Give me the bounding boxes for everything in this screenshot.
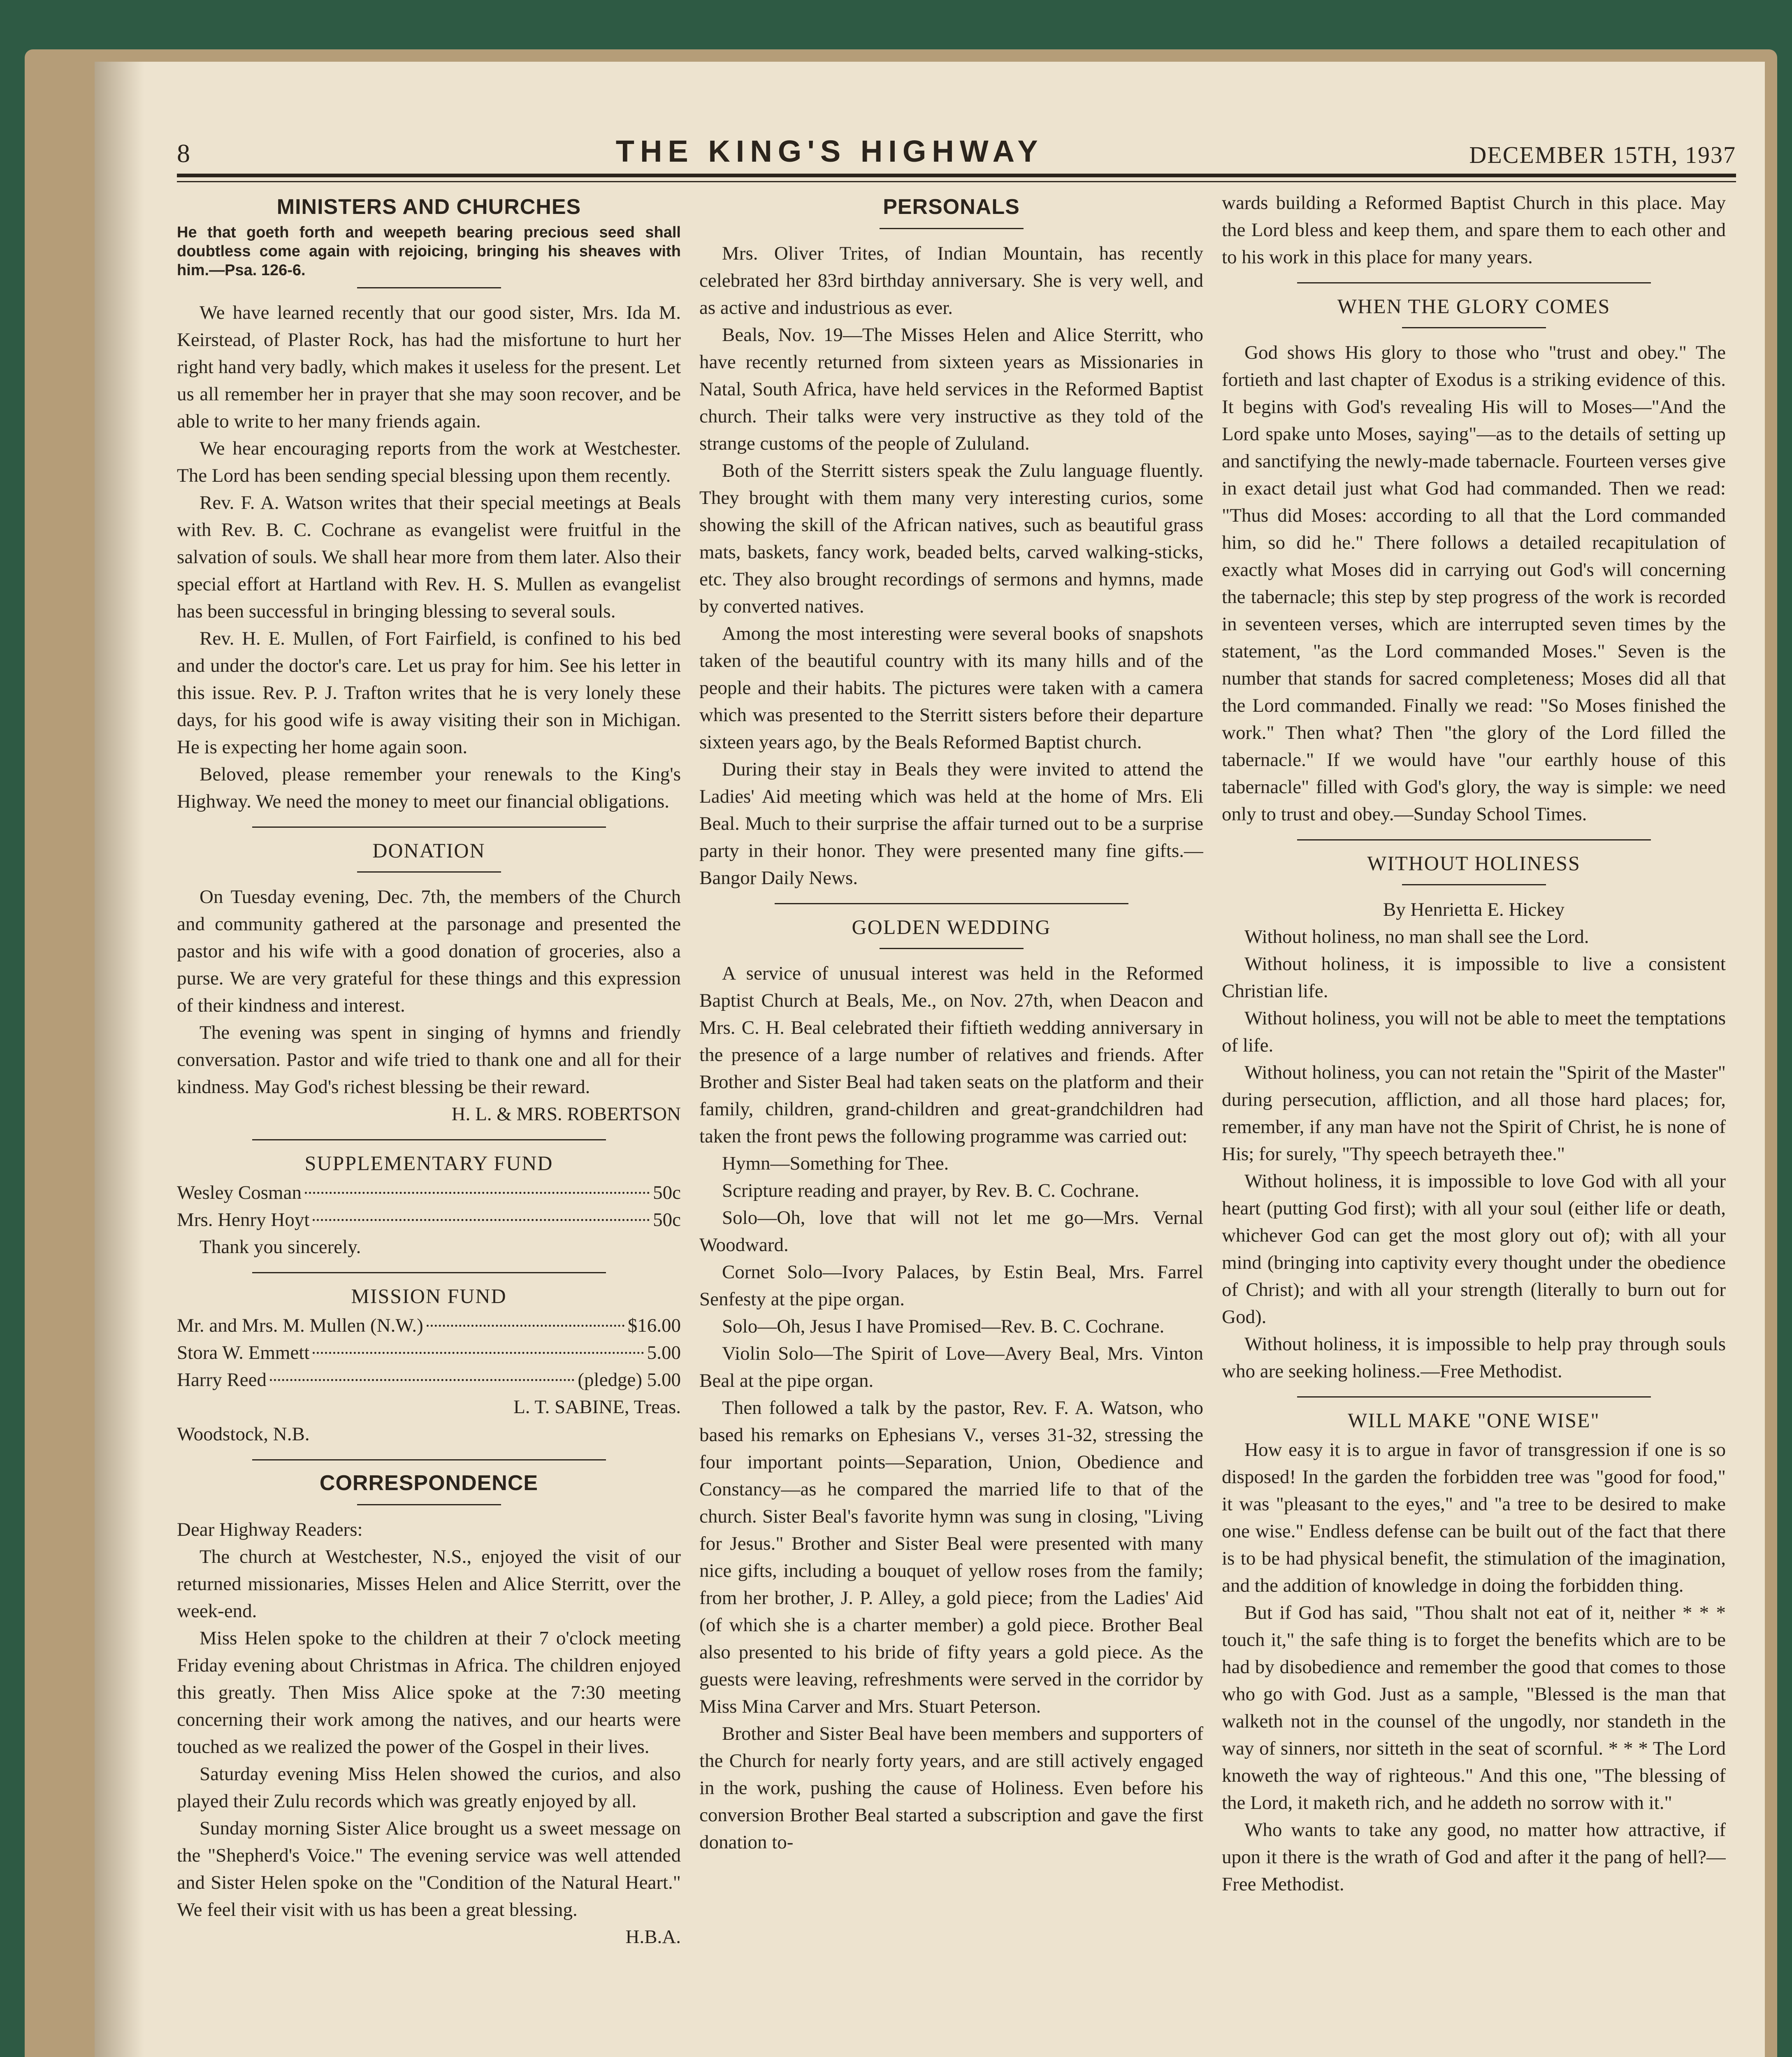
paragraph: The church at Westchester, N.S., enjoyed the visit of our returned missionaries, Misses Helen and Alice Sterritt, over the week-end. xyxy=(177,1546,681,1622)
ministers-heading: MINISTERS AND CHURCHES xyxy=(276,195,581,219)
spine-shadow xyxy=(95,62,144,2057)
holiness-heading: WITHOUT HOLINESS xyxy=(1367,852,1581,875)
fund-donor: Mr. and Mrs. M. Mullen (N.W.) xyxy=(177,1315,423,1336)
paragraph: Without holiness, it is impossible to help pray through souls who are seeking holiness.—Free Methodist. xyxy=(1222,1333,1726,1382)
separator xyxy=(880,228,1024,229)
paragraph: Among the most interesting were several books of snapshots taken of the beautiful country with its many hills and of the people and their habits. The pictures were taken with a camera which was presented to the Sterritt sisters before their departure sixteen years ago, by the Beals Reformed Baptist church. xyxy=(699,623,1203,753)
fund-donor: Mrs. Henry Hoyt xyxy=(177,1209,310,1230)
publication-title: THE KING'S HIGHWAY xyxy=(615,134,1044,168)
paragraph: On Tuesday evening, Dec. 7th, the members of the Church and community gathered at the parsonage and presented the pastor and his wife with a good donation of groceries, also a purse. We are very grateful for these things and this expression of their kindness and interest. xyxy=(177,886,681,1016)
mission-heading: MISSION FUND xyxy=(351,1284,507,1307)
separator xyxy=(1297,1396,1651,1398)
paragraph: How easy it is to argue in favor of transgression if one is so disposed! In the garden the forbidden tree was "good for food," it was "pleasant to the eyes," and "a tree to be desired to make one wise." Endless defense can be built out of the fact that there is to be had physical benefit, the stimulation of the imagination, and the addition of knowledge in doing the forbidden thing. xyxy=(1222,1439,1726,1596)
paragraph: Without holiness, it is impossible to live a consistent Christian life. xyxy=(1222,953,1726,1002)
paragraph: God shows His glory to those who "trust and obey." The fortieth and last chapter of Exodus is a striking evidence of this. It begins with God's revealing His will to Moses—"And the Lord spake unto Moses, saying"—as to the details of setting up and sanctifying the newly-made tabernacle. Fourteen verses give in exact detail just what God had commanded. Then we read: "Thus did Moses: according to all that the Lord commanded him, so did he." There follows a detailed recapitulation of exactly what Moses did in carrying out God's will concerning the tabernacle; this step by step progress of the work is recorded in seventeen verses, which are interrupted seven times by the statement, "as the Lord commanded Moses." Seven is the number that stands for sacred completeness; Moses did all that the Lord commanded. Finally we read: "So Moses finished the work." Then what? Then "the glory of the Lord filled the tabernacle." If we would have "our earthly house of this tabernacle" filled with God's glory, the way is simple: we need only to trust and obey.—Sunday School Times. xyxy=(1222,342,1726,825)
paragraph: Mrs. Oliver Trites, of Indian Mountain, has recently celebrated her 83rd birthday anniversary. She is very well, and as active and industrious as ever. xyxy=(699,243,1203,318)
correspondence-salutation: Dear Highway Readers: xyxy=(177,1519,363,1540)
newspaper-page xyxy=(95,62,1765,2057)
page-header xyxy=(177,123,1736,169)
paragraph: Beals, Nov. 19—The Misses Helen and Alice Sterritt, who have recently returned from sixteen years as Missionaries in Natal, South Africa, have held services in the Reformed Baptist church. Their talks were very instructive as they told of the strange customs of the people of Zululand. xyxy=(699,324,1203,454)
mission-treasurer: L. T. SABINE, Treas. xyxy=(513,1396,681,1418)
dot-leader xyxy=(427,1325,624,1327)
golden-wedding-continued: wards building a Reformed Baptist Church in this place. May the Lord bless and keep them, and spare them to each other and to his work in this place for many years. xyxy=(1222,192,1726,268)
holiness-byline: By Henrietta E. Hickey xyxy=(1383,899,1565,920)
separator xyxy=(1402,884,1546,885)
paragraph: Without holiness, it is impossible to love God with all your heart (putting God first); with all your soul (either life or death, whichever God can get the most glory out of); with all your mind (bringing into captivity every thought under the obedience of Christ); and with all your strength (literally to burn out for God). xyxy=(1222,1170,1726,1328)
personals-heading: PERSONALS xyxy=(883,195,1020,219)
page-number: 8 xyxy=(177,139,190,168)
separator xyxy=(357,871,501,873)
programme-item: Hymn—Something for Thee. xyxy=(722,1153,949,1174)
separator xyxy=(252,1459,606,1460)
separator xyxy=(880,948,1024,949)
programme-item: Violin Solo—The Spirit of Love—Avery Beal, Mrs. Vinton Beal at the pipe organ. xyxy=(699,1343,1203,1391)
paragraph: Saturday evening Miss Helen showed the curios, and also played their Zulu records which was greatly enjoyed by all. xyxy=(177,1763,681,1812)
paragraph: Without holiness, no man shall see the Lord. xyxy=(1244,926,1589,947)
issue-date: DECEMBER 15TH, 1937 xyxy=(1469,142,1736,168)
dot-leader xyxy=(313,1219,650,1221)
paragraph: During their stay in Beals they were invited to attend the Ladies' Aid meeting which was held at the home of Mrs. Eli Beal. Much to their surprise the affair turned out to be a surprise party in their honor. They were presented many fine gifts.—Bangor Daily News. xyxy=(699,759,1203,889)
programme-item: Solo—Oh, love that will not let me go—Mrs. Vernal Woodward. xyxy=(699,1207,1203,1256)
wise-heading: WILL MAKE "ONE WISE" xyxy=(1348,1409,1600,1432)
paragraph: We have learned recently that our good sister, Mrs. Ida M. Keirstead, of Plaster Rock, has had the misfortune to hurt her right hand very badly, which makes it useless for the present. Let us all remember her in prayer that she may soon recover, and be able to write to her many friends again. xyxy=(177,302,681,432)
paragraph: Without holiness, you can not retain the "Spirit of the Master" during persecution, affliction, and all those hard places; for, remember, if any man have not the Spirit of Christ, he is none of His; for surely, "Thy speech betrayeth thee." xyxy=(1222,1062,1726,1165)
paragraph: The evening was spent in singing of hymns and friendly conversation. Pastor and wife tried to thank one and all for their kindness. May God's richest blessing be their reward. xyxy=(177,1022,681,1098)
programme-item: Cornet Solo—Ivory Palaces, by Estin Beal, Mrs. Farrel Senfesty at the pipe organ. xyxy=(699,1261,1203,1310)
fund-amount: 50c xyxy=(653,1209,681,1230)
dot-leader xyxy=(305,1192,650,1194)
correspondence-heading: CORRESPONDENCE xyxy=(319,1471,539,1495)
paragraph: Brother and Sister Beal have been members and supporters of the Church for nearly forty years, and are still actively engaged in the work, pushing the cause of Holiness. Even before his conversion Brother Beal started a subscription and gave the first donation to- xyxy=(699,1723,1203,1853)
header-rule-thick xyxy=(177,174,1736,177)
fund-line xyxy=(177,1206,681,1233)
ministers-body xyxy=(177,299,681,815)
separator xyxy=(1297,282,1651,283)
separator xyxy=(357,287,501,288)
fund-line xyxy=(177,1366,681,1393)
column-2 xyxy=(699,189,1203,2057)
dot-leader xyxy=(270,1379,574,1381)
paragraph: Rev. F. A. Watson writes that their special meetings at Beals with Rev. B. C. Cochrane as evangelist were fruitful in the salvation of souls. We shall hear more from them later. Also their special effort at Hartland with Rev. H. S. Mullen as evangelist has been successful in bringing blessing to several souls. xyxy=(177,492,681,622)
fund-amount: (pledge) 5.00 xyxy=(578,1369,681,1391)
fund-line xyxy=(177,1179,681,1206)
paragraph: We hear encouraging reports from the work at Westchester. The Lord has been sending special blessing upon them recently. xyxy=(177,438,681,486)
programme-item: Scripture reading and prayer, by Rev. B. C. Cochrane. xyxy=(722,1180,1140,1201)
fund-line xyxy=(177,1339,681,1366)
glory-heading: WHEN THE GLORY COMES xyxy=(1337,295,1611,318)
paragraph: Both of the Sterritt sisters speak the Zulu language fluently. They brought with them many very interesting curios, some showing the skill of the African natives, such as beautiful grass mats, baskets, fancy work, beaded belts, carved walking-sticks, etc. They also brought recordings of sermons and hymns, made by converted natives. xyxy=(699,460,1203,617)
separator xyxy=(1297,839,1651,840)
correspondence-signature: H.B.A. xyxy=(625,1926,681,1948)
column-1 xyxy=(177,189,681,2057)
ministers-motto: He that goeth forth and weepeth bearing precious seed shall doubtless come again with rejoicing, bringing his sheaves with him.—Psa. 126-6. xyxy=(177,224,681,279)
fund-amount: $16.00 xyxy=(627,1315,681,1336)
supplementary-thanks: Thank you sincerely. xyxy=(200,1236,361,1258)
fund-donor: Harry Reed xyxy=(177,1369,267,1391)
paragraph: Then followed a talk by the pastor, Rev. F. A. Watson, who based his remarks on Ephesians V., verses 31-32, stressing the four important points—Separation, Union, Obedience and Constancy—as he compared the married life to that of the church. Sister Beal's favorite hymn was sung in closing, "Living for Jesus." Brother and Sister Beal were presented with many nice gifts, including a bouquet of yellow roses from the family; from her brother, J. P. Alley, a gold piece; from the Ladies' Aid (of which she is a charter member) a gold piece. Brother Beal also presented to his bride of fifty years a gold piece. As the guests were leaving, refreshments were served in the corridor by Miss Mina Carver and Mrs. Stuart Peterson. xyxy=(699,1397,1203,1717)
column-3 xyxy=(1222,189,1726,2057)
fund-donor: Wesley Cosman xyxy=(177,1182,302,1203)
separator xyxy=(252,827,606,828)
paragraph: Who wants to take any good, no matter how attractive, if upon it there is the wrath of God and after it the pang of hell?—Free Methodist. xyxy=(1222,1819,1726,1895)
paragraph: Beloved, please remember your renewals to the King's Highway. We need the money to meet our financial obligations. xyxy=(177,764,681,812)
separator xyxy=(357,1504,501,1505)
header-rule-thin xyxy=(177,181,1736,182)
programme-item: Solo—Oh, Jesus I have Promised—Rev. B. C. Cochrane. xyxy=(722,1316,1165,1337)
separator xyxy=(252,1272,606,1273)
fund-line xyxy=(177,1312,681,1339)
paragraph: But if God has said, "Thou shalt not eat of it, neither * * * touch it," the safe thing is to forget the benefits which are to be had by disobedience and remember the good that comes to those who go with God. Just as a sample, "Blessed is the man that walketh not in the counsel of the ungodly, nor standeth in the way of sinners, nor sitteth in the seat of scornful. * * * The Lord knoweth the way of righteous." And this one, "The blessing of the Lord, it maketh rich, and he addeth no sorrow with it." xyxy=(1222,1602,1726,1813)
fund-amount: 5.00 xyxy=(647,1342,681,1363)
fund-amount: 50c xyxy=(653,1182,681,1203)
separator xyxy=(775,903,1128,904)
supplementary-heading: SUPPLEMENTARY FUND xyxy=(304,1152,553,1175)
donation-heading: DONATION xyxy=(372,839,485,862)
separator xyxy=(1402,327,1546,328)
paragraph: Miss Helen spoke to the children at their 7 o'clock meeting Friday evening about Christmas in Africa. The children enjoyed this greatly. Then Miss Alice spoke at the 7:30 meeting concerning their work among the natives, and our hearts were touched as we realized the power of the Gospel in their lives. xyxy=(177,1627,681,1758)
paragraph: A service of unusual interest was held in the Reformed Baptist Church at Beals, Me., on Nov. 27th, when Deacon and Mrs. C. H. Beal celebrated their fiftieth wedding anniversary in the presence of a large number of relatives and friends. After Brother and Sister Beal had taken seats on the platform and their family, children, grand-children and great-grandchildren had taken the front pews the following programme was carried out: xyxy=(699,963,1203,1147)
paragraph: Rev. H. E. Mullen, of Fort Fairfield, is confined to his bed and under the doctor's care. Let us pray for him. See his letter in this issue. Rev. P. J. Trafton writes that he is very lonely these days, for his good wife is away visiting their son in Michigan. He is expecting her home again soon. xyxy=(177,628,681,758)
paragraph: Without holiness, you will not be able to meet the temptations of life. xyxy=(1222,1008,1726,1056)
donation-signature: H. L. & MRS. ROBERTSON xyxy=(451,1103,681,1125)
golden-wedding-heading: GOLDEN WEDDING xyxy=(852,915,1051,938)
separator xyxy=(252,1139,606,1140)
fund-donor: Stora W. Emmett xyxy=(177,1342,310,1363)
dot-leader xyxy=(313,1352,643,1354)
paragraph: Sunday morning Sister Alice brought us a sweet message on the "Shepherd's Voice." The evening service was well attended and Sister Helen spoke on the "Condition of the Natural Heart." We feel their visit with us has been a great blessing. xyxy=(177,1818,681,1920)
mission-location: Woodstock, N.B. xyxy=(177,1423,310,1445)
